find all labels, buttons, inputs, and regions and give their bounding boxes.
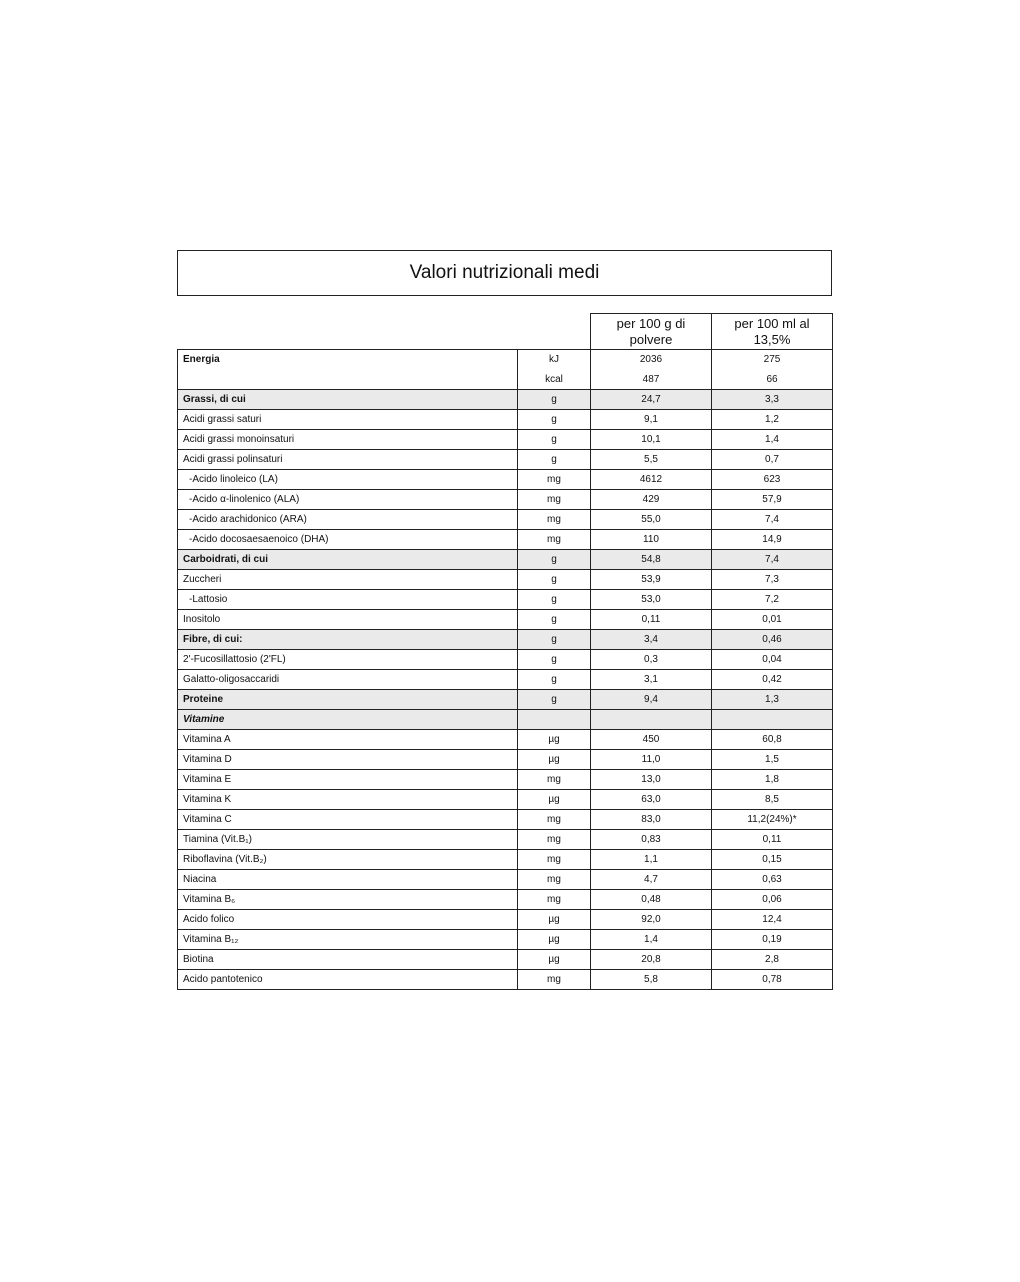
energy-kj-per-100g: 2036 xyxy=(591,350,712,370)
nutrient-unit: g xyxy=(518,430,591,450)
table-row xyxy=(178,450,833,470)
nutrient-label: -Lattosio xyxy=(178,590,518,610)
nutrient-unit: µg xyxy=(518,950,591,970)
nutrient-unit: g xyxy=(518,450,591,470)
table-row xyxy=(178,930,833,950)
value-per-100ml: 1,8 xyxy=(712,770,833,790)
value-per-100ml xyxy=(712,710,833,730)
value-per-100g: 55,0 xyxy=(591,510,712,530)
value-per-100g: 4,7 xyxy=(591,870,712,890)
nutrient-label: -Acido docosaesaenoico (DHA) xyxy=(178,530,518,550)
nutrient-unit: mg xyxy=(518,830,591,850)
nutrient-label: Vitamina K xyxy=(178,790,518,810)
value-per-100ml: 0,01 xyxy=(712,610,833,630)
table-row xyxy=(178,770,833,790)
value-per-100ml: 623 xyxy=(712,470,833,490)
value-per-100ml: 8,5 xyxy=(712,790,833,810)
value-per-100ml: 3,3 xyxy=(712,390,833,410)
value-per-100ml: 0,15 xyxy=(712,850,833,870)
value-per-100g: 5,8 xyxy=(591,970,712,990)
value-per-100g: 20,8 xyxy=(591,950,712,970)
value-per-100ml: 7,3 xyxy=(712,570,833,590)
value-per-100g: 0,48 xyxy=(591,890,712,910)
value-per-100g: 63,0 xyxy=(591,790,712,810)
nutrient-unit: g xyxy=(518,630,591,650)
value-per-100ml: 1,5 xyxy=(712,750,833,770)
nutrient-label: Galatto-oligosaccaridi xyxy=(178,670,518,690)
table-row xyxy=(178,610,833,630)
value-per-100g: 110 xyxy=(591,530,712,550)
value-per-100g: 53,9 xyxy=(591,570,712,590)
nutrient-label: Vitamina B₁₂ xyxy=(178,930,518,950)
value-per-100ml: 0,04 xyxy=(712,650,833,670)
table-row xyxy=(178,470,833,490)
nutrient-unit: µg xyxy=(518,930,591,950)
value-per-100ml: 0,19 xyxy=(712,930,833,950)
table-row xyxy=(178,830,833,850)
nutrient-label: Acido pantotenico xyxy=(178,970,518,990)
table-row xyxy=(178,810,833,830)
nutrient-unit: mg xyxy=(518,970,591,990)
value-per-100g: 4612 xyxy=(591,470,712,490)
nutrient-unit: µg xyxy=(518,910,591,930)
nutrient-unit: mg xyxy=(518,530,591,550)
header-row xyxy=(178,314,833,350)
nutrient-label: Proteine xyxy=(178,690,518,710)
nutrient-label: Acidi grassi monoinsaturi xyxy=(178,430,518,450)
energy-unit-kj: kJ xyxy=(518,350,591,370)
value-per-100g xyxy=(591,710,712,730)
table-row xyxy=(178,710,833,730)
value-per-100g: 53,0 xyxy=(591,590,712,610)
nutrient-unit: g xyxy=(518,410,591,430)
value-per-100ml: 0,46 xyxy=(712,630,833,650)
table-row xyxy=(178,550,833,570)
nutrient-label: Grassi, di cui xyxy=(178,390,518,410)
nutrient-unit: mg xyxy=(518,470,591,490)
table-row xyxy=(178,410,833,430)
value-per-100g: 0,83 xyxy=(591,830,712,850)
value-per-100g: 11,0 xyxy=(591,750,712,770)
value-per-100ml: 0,63 xyxy=(712,870,833,890)
value-per-100g: 0,11 xyxy=(591,610,712,630)
value-per-100ml: 7,4 xyxy=(712,550,833,570)
nutrient-label: Vitamine xyxy=(178,710,518,730)
value-per-100ml: 11,2(24%)* xyxy=(712,810,833,830)
value-per-100ml: 7,4 xyxy=(712,510,833,530)
value-per-100ml: 60,8 xyxy=(712,730,833,750)
energy-kcal-per-100g: 487 xyxy=(591,370,712,390)
nutrient-unit: g xyxy=(518,550,591,570)
table-row xyxy=(178,690,833,710)
value-per-100g: 9,4 xyxy=(591,690,712,710)
table-row xyxy=(178,870,833,890)
value-per-100g: 9,1 xyxy=(591,410,712,430)
value-per-100g: 3,4 xyxy=(591,630,712,650)
nutrient-label: Acidi grassi saturi xyxy=(178,410,518,430)
table-title: Valori nutrizionali medi xyxy=(177,250,832,296)
nutrient-unit xyxy=(518,710,591,730)
nutrient-label: Acido folico xyxy=(178,910,518,930)
nutrient-unit: mg xyxy=(518,850,591,870)
nutrient-unit: g xyxy=(518,670,591,690)
nutrient-unit: mg xyxy=(518,490,591,510)
table-row xyxy=(178,910,833,930)
table-row xyxy=(178,750,833,770)
table-row xyxy=(178,850,833,870)
energy-kcal-per-100ml: 66 xyxy=(712,370,833,390)
value-per-100ml: 57,9 xyxy=(712,490,833,510)
nutrition-table xyxy=(177,313,833,990)
nutrient-unit: µg xyxy=(518,730,591,750)
value-per-100ml: 1,3 xyxy=(712,690,833,710)
table-row xyxy=(178,590,833,610)
header-blank xyxy=(178,314,591,350)
nutrient-label: Vitamina E xyxy=(178,770,518,790)
nutrient-label: Zuccheri xyxy=(178,570,518,590)
table-row xyxy=(178,890,833,910)
nutrient-label: Acidi grassi polinsaturi xyxy=(178,450,518,470)
nutrient-unit: µg xyxy=(518,790,591,810)
nutrient-unit: g xyxy=(518,390,591,410)
value-per-100g: 1,1 xyxy=(591,850,712,870)
nutrient-label: Vitamina D xyxy=(178,750,518,770)
value-per-100ml: 12,4 xyxy=(712,910,833,930)
value-per-100ml: 1,2 xyxy=(712,410,833,430)
nutrient-label: -Acido α-linolenico (ALA) xyxy=(178,490,518,510)
table-row xyxy=(178,950,833,970)
nutrient-label: Niacina xyxy=(178,870,518,890)
nutrient-unit: g xyxy=(518,570,591,590)
value-per-100g: 24,7 xyxy=(591,390,712,410)
table-row xyxy=(178,430,833,450)
value-per-100g: 429 xyxy=(591,490,712,510)
nutrient-label: Fibre, di cui: xyxy=(178,630,518,650)
nutrient-label: Vitamina A xyxy=(178,730,518,750)
value-per-100ml: 0,11 xyxy=(712,830,833,850)
nutrient-unit: mg xyxy=(518,890,591,910)
nutrient-label: -Acido linoleico (LA) xyxy=(178,470,518,490)
value-per-100g: 10,1 xyxy=(591,430,712,450)
nutrient-label: Biotina xyxy=(178,950,518,970)
table-row xyxy=(178,670,833,690)
table-row xyxy=(178,510,833,530)
nutrient-unit: g xyxy=(518,590,591,610)
header-per-100ml: per 100 ml al 13,5% xyxy=(712,314,833,350)
table-row xyxy=(178,970,833,990)
value-per-100g: 54,8 xyxy=(591,550,712,570)
value-per-100ml: 0,7 xyxy=(712,450,833,470)
energy-kj-per-100ml: 275 xyxy=(712,350,833,370)
value-per-100ml: 0,42 xyxy=(712,670,833,690)
nutrient-unit: g xyxy=(518,610,591,630)
nutrient-label: Riboflavina (Vit.B₂) xyxy=(178,850,518,870)
value-per-100g: 83,0 xyxy=(591,810,712,830)
table-row xyxy=(178,650,833,670)
table-row xyxy=(178,790,833,810)
value-per-100g: 3,1 xyxy=(591,670,712,690)
value-per-100ml: 14,9 xyxy=(712,530,833,550)
nutrient-unit: g xyxy=(518,650,591,670)
nutrient-label: -Acido arachidonico (ARA) xyxy=(178,510,518,530)
header-per-100g: per 100 g di polvere xyxy=(591,314,712,350)
nutrient-label: Inositolo xyxy=(178,610,518,630)
nutrient-label: Carboidrati, di cui xyxy=(178,550,518,570)
value-per-100ml: 7,2 xyxy=(712,590,833,610)
nutrient-label: Tiamina (Vit.B₁) xyxy=(178,830,518,850)
table-row xyxy=(178,490,833,510)
table-row xyxy=(178,630,833,650)
nutrient-unit: µg xyxy=(518,750,591,770)
nutrient-unit: mg xyxy=(518,870,591,890)
value-per-100ml: 0,78 xyxy=(712,970,833,990)
value-per-100g: 13,0 xyxy=(591,770,712,790)
nutrient-unit: mg xyxy=(518,510,591,530)
value-per-100g: 92,0 xyxy=(591,910,712,930)
energy-row-kj xyxy=(178,350,833,370)
nutrient-label: Vitamina C xyxy=(178,810,518,830)
value-per-100ml: 2,8 xyxy=(712,950,833,970)
nutrient-unit: mg xyxy=(518,810,591,830)
energy-label: Energia xyxy=(178,350,518,390)
value-per-100g: 0,3 xyxy=(591,650,712,670)
value-per-100g: 5,5 xyxy=(591,450,712,470)
table-row xyxy=(178,390,833,410)
value-per-100g: 1,4 xyxy=(591,930,712,950)
value-per-100g: 450 xyxy=(591,730,712,750)
table-row xyxy=(178,730,833,750)
value-per-100ml: 1,4 xyxy=(712,430,833,450)
table-row xyxy=(178,570,833,590)
nutrient-label: Vitamina B₆ xyxy=(178,890,518,910)
table-row xyxy=(178,530,833,550)
value-per-100ml: 0,06 xyxy=(712,890,833,910)
energy-unit-kcal: kcal xyxy=(518,370,591,390)
nutrient-label: 2'-Fucosillattosio (2'FL) xyxy=(178,650,518,670)
nutrient-unit: g xyxy=(518,690,591,710)
nutrient-unit: mg xyxy=(518,770,591,790)
